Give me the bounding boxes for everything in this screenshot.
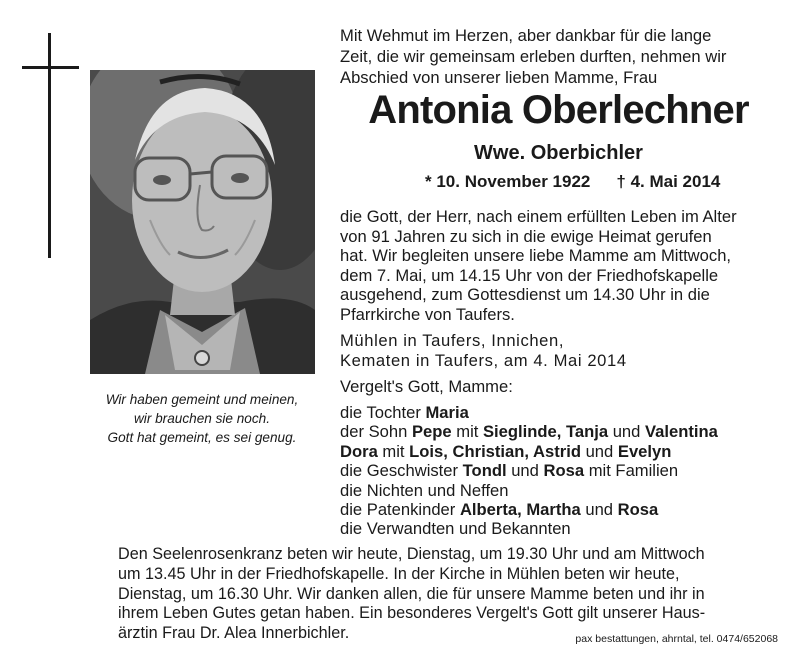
place-and-date	[340, 331, 780, 371]
mourner-text: und	[580, 441, 618, 461]
intro-line: Abschied von unserer lieben Mamme, Frau	[340, 68, 658, 87]
thanks-heading: Vergelt's Gott, Mamme:	[340, 377, 513, 396]
life-dates	[425, 172, 720, 192]
rosary-line: um 13.45 Uhr in der Friedhofskapelle. In der Kirche in Mühlen beten wir heute,	[118, 564, 680, 583]
mourner-text: die Tochter	[340, 403, 426, 422]
mourner-text: die Verwandten und Bekannten	[340, 519, 571, 539]
mourner-text: und	[608, 422, 645, 442]
rosary-line: ihrem Leben Gutes getan haben. Ein besonderes Vergelt's Gott gilt unserer Haus-	[118, 604, 706, 623]
verse-line: Wir haben gemeint und meinen,	[105, 392, 299, 407]
mourner-line	[340, 461, 780, 480]
cross-icon-bar	[22, 66, 79, 69]
intro-line: Zeit, die wir gemeinsam erleben durften, nehmen wir	[340, 47, 727, 66]
mourner-name: Rosa	[617, 500, 659, 520]
mourner-text: und	[580, 500, 618, 520]
intro-line: Mit Wehmut im Herzen, aber dankbar für die lange	[340, 26, 712, 45]
mourner-line	[340, 519, 780, 538]
intro-text	[340, 25, 780, 88]
announcement-line: von 91 Jahren zu sich in die ewige Heimat gerufen	[340, 226, 712, 246]
mourner-text: und	[506, 461, 544, 481]
mourner-name: Dora	[340, 441, 378, 461]
mourner-name: Tondl	[462, 461, 507, 481]
mourner-name: Alberta, Martha	[459, 500, 581, 520]
verse	[82, 390, 322, 447]
mourners-list	[340, 403, 780, 539]
rosary-line: Den Seelenrosenkranz beten wir heute, Dienstag, um 19.30 Uhr und am Mittwoch	[118, 545, 705, 563]
deceased-name: Antonia Oberlechner	[368, 88, 749, 132]
mourner-line	[340, 442, 780, 461]
funeral-announcement	[340, 207, 780, 324]
mourner-text: mit	[451, 422, 483, 442]
portrait-photo	[90, 70, 315, 374]
mourner-name: Maria	[425, 403, 469, 422]
announcement-line: die Gott, der Herr, nach einem erfüllten Leben im Alter	[340, 207, 737, 226]
announcement-line: hat. Wir begleiten unsere liebe Mamme am Mittwoch,	[340, 246, 732, 265]
place-line: Kematen in Taufers, am 4. Mai 2014	[340, 351, 627, 370]
mourner-text: der Sohn	[340, 422, 412, 442]
verse-line: wir brauchen sie noch.	[133, 411, 270, 426]
rosary-notice	[118, 545, 782, 644]
portrait-drawing	[90, 70, 315, 374]
mourner-line	[340, 481, 780, 500]
mourner-name: Rosa	[543, 461, 585, 481]
mourner-name: Pepe	[411, 422, 452, 442]
mourner-name: Sieglinde, Tanja	[482, 422, 609, 442]
announcement-line: dem 7. Mai, um 14.15 Uhr von der Friedhofskapelle	[340, 265, 719, 285]
mourner-line	[340, 500, 780, 519]
rosary-line: Dienstag, um 16.30 Uhr. Wir danken allen, die für unsere Mamme beten und ihr in	[118, 584, 705, 603]
death-date: † 4. Mai 2014	[616, 172, 721, 191]
deceased-widow-name: Wwe. Oberbichler	[474, 142, 643, 164]
mourner-line	[340, 403, 780, 422]
mourner-text: die Nichten und Neffen	[340, 480, 509, 500]
mourner-text: mit	[377, 441, 410, 461]
undertaker-credit: pax bestattungen, ahrntal, tel. 0474/652068	[575, 633, 778, 645]
mourner-name: Lois, Christian, Astrid	[409, 441, 581, 461]
verse-line: Gott hat gemeint, es sei genug.	[107, 430, 297, 445]
mourner-name: Evelyn	[617, 441, 672, 461]
mourner-line	[340, 422, 780, 441]
birth-date: * 10. November 1922	[425, 172, 591, 191]
announcement-line: ausgehend, zum Gottesdienst um 14.30 Uhr in die	[340, 285, 710, 304]
mourner-text: die Geschwister	[340, 461, 463, 481]
mourner-name: Valentina	[645, 422, 718, 442]
mourner-text: die Patenkinder	[340, 500, 460, 520]
announcement-line: Pfarrkirche von Taufers.	[340, 304, 515, 324]
rosary-line: ärztin Frau Dr. Alea Innerbichler.	[118, 624, 350, 643]
mourner-text: mit Familien	[584, 461, 679, 481]
place-line: Mühlen in Taufers, Innichen,	[340, 331, 565, 350]
